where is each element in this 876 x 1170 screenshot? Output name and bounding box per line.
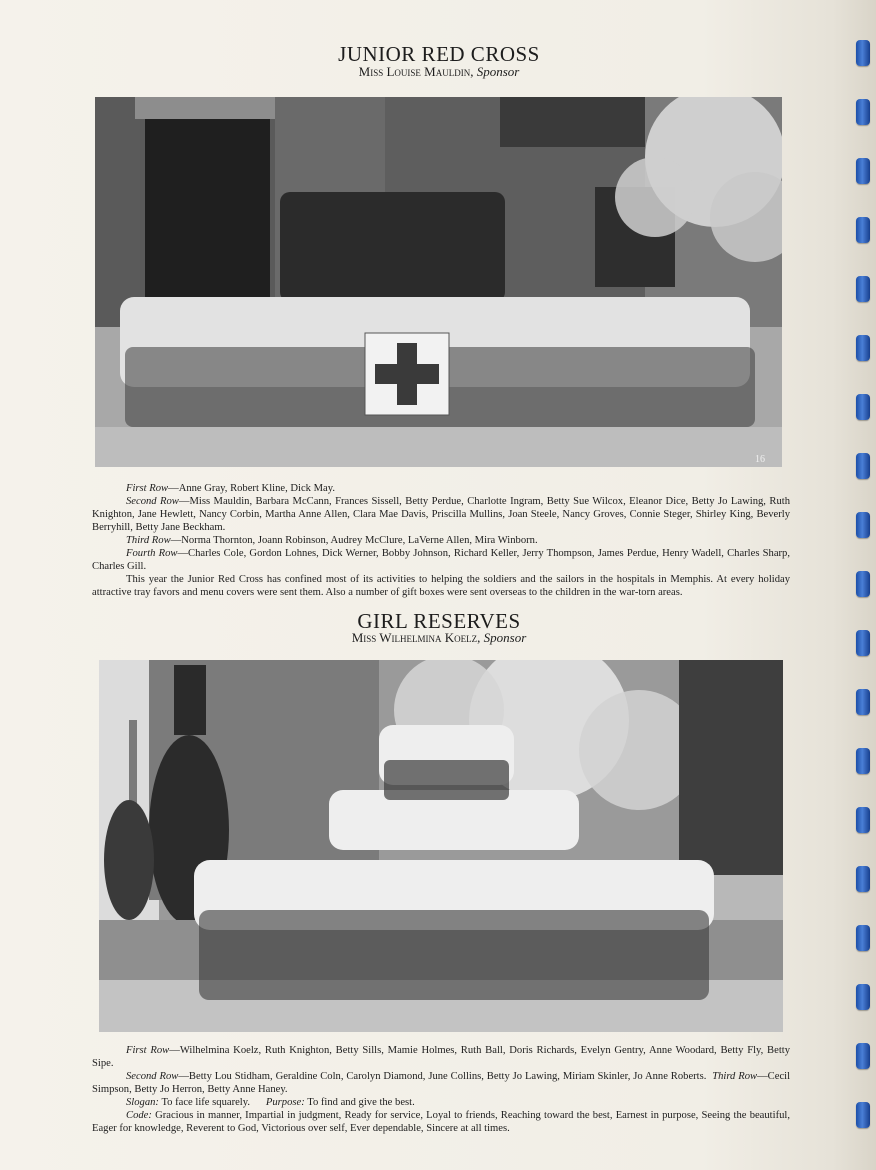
spiral-binding — [836, 0, 876, 1170]
row-label: Third Row — [126, 535, 171, 546]
photo-illustration — [99, 660, 783, 1032]
row-names: Norma Thornton, Joann Robinson, Audrey McClure, LaVerne Allen, Mira Winborn. — [181, 535, 538, 546]
photo-number: 16 — [755, 454, 765, 465]
slogan-purpose: Slogan: To face life squarely. Purpose: To find and give the best. — [126, 1097, 415, 1108]
first-row-listing: First Row—Wilhelmina Koelz, Ruth Knighton, Betty Sills, Mamie Holmes, Ruth Ball, Doris Richards, Evelyn Gentry, Anne Woodard, Betty Fly, Betty Sipe. — [92, 1045, 791, 1069]
row-label: Fourth Row — [126, 548, 178, 559]
row-label: First Row — [126, 483, 169, 494]
sponsor-role: Sponsor — [483, 630, 527, 645]
row-label: Second Row — [126, 496, 179, 507]
binder-ring — [856, 1102, 870, 1128]
girl-reserves-caption — [92, 1044, 790, 1135]
binder-ring — [856, 158, 870, 184]
binder-ring — [856, 807, 870, 833]
activities-paragraph: This year the Junior Red Cross has confined most of its activities to helping the soldiers and the sailors in the hospitals in Memphis. At every holiday attractive tray favors and menu covers were sent them. Also a number of gift boxes were sent overseas to the children in the war-torn areas. — [92, 574, 790, 598]
binder-ring — [856, 99, 870, 125]
binder-ring — [856, 40, 870, 66]
row-entry: Fourth Row—Charles Cole, Gordon Lohnes, Dick Werner, Bobby Johnson, Richard Keller, Jerry Thompson, James Perdue, Henry Wadell, Charles Sharp, Charles Gill. — [92, 548, 790, 572]
binder-ring — [856, 512, 870, 538]
binder-ring — [856, 217, 870, 243]
binder-ring — [856, 276, 870, 302]
junior-red-cross-group-photo — [95, 97, 782, 467]
row-listings — [92, 482, 790, 573]
binder-ring — [856, 571, 870, 597]
junior-red-cross-title: JUNIOR RED CROSS — [338, 42, 540, 66]
row-entry: First Row—Anne Gray, Robert Kline, Dick May. — [126, 483, 336, 494]
binder-ring — [856, 394, 870, 420]
girl-reserves-group-photo — [99, 660, 783, 1032]
binder-ring — [856, 335, 870, 361]
binder-ring — [856, 748, 870, 774]
sponsor-name: Miss Louise Mauldin, — [358, 64, 474, 79]
binder-ring — [856, 630, 870, 656]
binder-ring — [856, 1043, 870, 1069]
sponsor-name: Miss Wilhelmina Koelz, — [351, 630, 481, 645]
row-names: Anne Gray, Robert Kline, Dick May. — [178, 483, 336, 494]
code-listing: Code: Gracious in manner, Impartial in judgment, Ready for service, Loyal to friends, Reaching toward the best, Earnest in purpose, Seeing the beautiful, Eager for knowledge, Reverent to God, Victorious over self, Ever dependable, Sincere at all times. — [92, 1110, 790, 1134]
row-names: Charles Cole, Gordon Lohnes, Dick Werner, Bobby Johnson, Richard Keller, Jerry Thompson, James Perdue, Henry Wadell, Charles Sharp, Charles Gill. — [92, 548, 790, 572]
junior-red-cross-sponsor — [96, 64, 782, 80]
sponsor-role: Sponsor — [476, 64, 520, 79]
row-entry: Second Row—Miss Mauldin, Barbara McCann, Frances Sissell, Betty Perdue, Charlotte Ingram, Betty Sue Wilcox, Eleanor Dice, Betty Jo Lawing, Ruth Knighton, Jane Hewlett, Nancy Corbin, Martha Anne Allen, Clara Mae Davis, Priscilla Mullins, Joan Steele, Nancy Groves, Connie Steger, Shirley King, Beverly Berryhill, Betty Jane Beckham. — [92, 496, 790, 533]
binder-ring — [856, 453, 870, 479]
binder-ring — [856, 689, 870, 715]
girl-reserves-title: GIRL RESERVES — [357, 609, 521, 633]
second-third-row-listing: Second Row—Betty Lou Stidham, Geraldine Coln, Carolyn Diamond, June Collins, Betty Jo Lawing, Miriam Skinler, Jo Anne Roberts. Third Row—Cecil Simpson, Betty Jo Herron, Betty Anne Haney. — [92, 1071, 791, 1095]
junior-red-cross-caption — [92, 482, 790, 599]
row-names: Miss Mauldin, Barbara McCann, Frances Sissell, Betty Perdue, Charlotte Ingram, Betty Sue Wilcox, Eleanor Dice, Betty Jo Lawing, Ruth Knighton, Jane Hewlett, Nancy Corbin, Martha Anne Allen, Clara Mae Davis, Priscilla Mullins, Joan Steele, Nancy Groves, Connie Steger, Shirley King, Beverly Berryhill, Betty Jane Beckham. — [92, 496, 790, 533]
photo-illustration — [95, 97, 782, 467]
binder-ring — [856, 925, 870, 951]
row-entry: Third Row—Norma Thornton, Joann Robinson, Audrey McClure, LaVerne Allen, Mira Winborn. — [126, 535, 538, 546]
binder-ring — [856, 866, 870, 892]
girl-reserves-sponsor — [96, 630, 782, 646]
binder-ring — [856, 984, 870, 1010]
